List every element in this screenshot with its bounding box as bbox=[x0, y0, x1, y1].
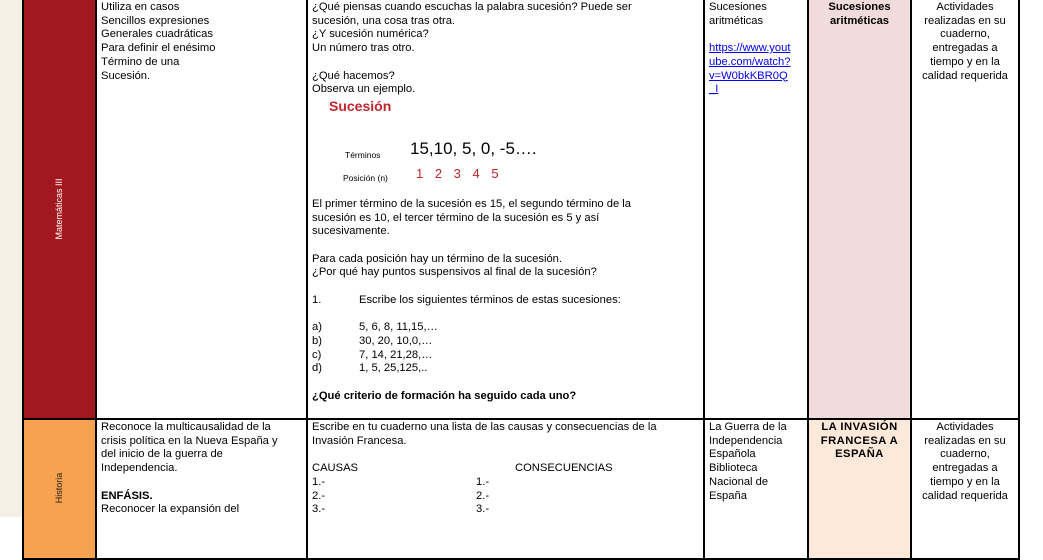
activity-line: sucesivamente. bbox=[312, 225, 390, 238]
resource-line: Independencia bbox=[709, 434, 783, 447]
exercise-key: c) bbox=[312, 348, 322, 361]
causes-consequences-header bbox=[312, 462, 699, 476]
resource-line: España bbox=[709, 489, 747, 502]
terms-values: 15,10, 5, 0, -5…. bbox=[410, 138, 537, 158]
learning-line: Sucesión. bbox=[101, 69, 151, 82]
evaluation-line: Actividades bbox=[936, 421, 994, 433]
theme-line: aritméticas bbox=[829, 14, 890, 27]
exercise-item bbox=[312, 321, 699, 335]
evaluation-cell-math bbox=[911, 0, 1019, 419]
learning-line: Utiliza en casos bbox=[101, 1, 180, 13]
resource-line: Biblioteca bbox=[709, 462, 758, 475]
learning-line: Sencillos expresiones bbox=[101, 14, 210, 27]
evaluation-line: calidad requerida bbox=[922, 489, 1008, 502]
activity-line: Un número tras otro. bbox=[312, 42, 415, 55]
cause-item: 3.- bbox=[312, 503, 326, 516]
exercise-value: 5, 6, 8, 11,15,… bbox=[359, 321, 438, 334]
activity-line: ¿Qué hacemos? bbox=[312, 69, 395, 82]
consequence-item: 3.- bbox=[476, 503, 490, 516]
terms-label: Términos bbox=[345, 149, 381, 160]
evaluation-line: realizadas en su bbox=[924, 14, 1006, 27]
resource-line: Sucesiones bbox=[709, 1, 767, 13]
learning-cell-history bbox=[96, 419, 307, 559]
learning-line: Término de una bbox=[101, 55, 180, 68]
learning-line: crisis política en la Nueva España y bbox=[101, 434, 278, 447]
position-values: 1 2 3 4 5 bbox=[416, 165, 499, 181]
position-label: Posición (n) bbox=[343, 172, 388, 183]
activity-line: Observa un ejemplo. bbox=[312, 83, 416, 96]
consequence-item: 2.- bbox=[476, 489, 490, 502]
list-item bbox=[312, 476, 699, 490]
schedule-table bbox=[22, 0, 1020, 560]
resources-cell-math bbox=[704, 0, 808, 419]
cause-item: 2.- bbox=[312, 489, 326, 502]
learning-line: del inicio de la guerra de bbox=[101, 448, 223, 461]
evaluation-line: cuaderno, bbox=[940, 448, 990, 461]
exercise-item bbox=[312, 349, 699, 363]
theme-cell-math bbox=[808, 0, 911, 419]
exercise-key: b) bbox=[312, 334, 322, 347]
learning-cell-math bbox=[96, 0, 307, 419]
causes-header: CAUSAS bbox=[312, 462, 359, 475]
exercise-value: 7, 14, 21,28,… bbox=[359, 348, 433, 361]
activity-line: ¿Qué piensas cuando escuchas la palabra sucesión? Puede ser bbox=[312, 1, 632, 13]
activity-line: ¿Y sucesión numérica? bbox=[312, 28, 429, 41]
instruction-row bbox=[312, 294, 699, 308]
theme-cell-history bbox=[808, 419, 911, 559]
sequence-figure-title: Sucesión bbox=[329, 97, 392, 114]
evaluation-line: realizadas en su bbox=[924, 434, 1006, 447]
link-line: _I bbox=[709, 83, 719, 96]
consequences-header: CONSECUENCIAS bbox=[515, 462, 613, 475]
evaluation-line: cuaderno, bbox=[940, 28, 990, 41]
learning-line: Reconoce la multicausalidad de la bbox=[101, 421, 271, 433]
instruction-number: 1. bbox=[312, 293, 322, 306]
evaluation-line: entregadas a bbox=[932, 42, 998, 55]
cause-item: 1.- bbox=[312, 475, 326, 488]
learning-line: Para definir el enésimo bbox=[101, 42, 216, 55]
theme-line: LA INVASIÓN bbox=[821, 421, 898, 433]
instruction-text: Escribe los siguientes términos de estas sucesiones: bbox=[359, 293, 621, 306]
link-line: https://www.yout bbox=[709, 42, 791, 55]
evaluation-line: tiempo y en la bbox=[930, 55, 1000, 68]
subject-label-history: Historia bbox=[53, 472, 64, 504]
exercise-item bbox=[312, 362, 699, 376]
activity-line: Escribe en tu cuaderno una lista de las causas y consecuencias de la bbox=[312, 421, 657, 433]
activity-line: Invasión Francesa. bbox=[312, 434, 407, 447]
emphasis-text: Reconocer la expansión del bbox=[101, 503, 240, 516]
table-row-history bbox=[23, 419, 1019, 559]
activity-line: sucesión es 10, el tercer término de la sucesión es 5 y así bbox=[312, 211, 600, 224]
activity-cell-math bbox=[307, 0, 704, 419]
resource-line: La Guerra de la bbox=[709, 421, 787, 433]
evaluation-cell-history bbox=[911, 419, 1019, 559]
activity-cell-history bbox=[307, 419, 704, 559]
activity-line: ¿Por qué hay puntos suspensivos al final de la sucesión? bbox=[312, 266, 597, 279]
consequence-item: 1.- bbox=[476, 475, 490, 488]
exercise-item bbox=[312, 335, 699, 349]
evaluation-line: tiempo y en la bbox=[930, 475, 1000, 488]
learning-line: Independencia. bbox=[101, 462, 178, 475]
exercise-value: 30, 20, 10,0,… bbox=[359, 334, 433, 347]
resource-line: Española bbox=[709, 448, 756, 461]
resource-line: aritméticas bbox=[709, 14, 764, 27]
link-line: v=W0bkKBR0Q bbox=[709, 69, 788, 82]
theme-line: FRANCESA A bbox=[820, 434, 899, 447]
activity-line: sucesión, una cosa tras otra. bbox=[312, 14, 456, 27]
link-line: ube.com/watch? bbox=[709, 55, 791, 68]
resources-cell-history bbox=[704, 419, 808, 559]
exercise-key: a) bbox=[312, 321, 322, 334]
sequence-figure bbox=[312, 98, 699, 196]
exercise-value: 1, 5, 25,125,.. bbox=[359, 362, 428, 375]
closing-question: ¿Qué criterio de formación ha seguido cada uno? bbox=[312, 389, 577, 402]
table-row-math bbox=[23, 0, 1019, 419]
activity-line: El primer término de la sucesión es 15, el segundo término de la bbox=[312, 197, 632, 210]
subject-cell-history bbox=[23, 419, 96, 559]
exercise-key: d) bbox=[312, 362, 322, 375]
activity-line: Para cada posición hay un término de la sucesión. bbox=[312, 252, 563, 265]
video-link[interactable] bbox=[709, 42, 803, 97]
evaluation-line: entregadas a bbox=[932, 462, 998, 475]
subject-label-math: Matemáticas III bbox=[53, 178, 64, 240]
list-item bbox=[312, 490, 699, 504]
learning-line: Generales cuadráticas bbox=[101, 28, 213, 41]
theme-line: Sucesiones bbox=[828, 1, 891, 13]
evaluation-line: Actividades bbox=[936, 1, 994, 13]
theme-line: ESPAÑA bbox=[835, 448, 884, 461]
evaluation-line: calidad requerida bbox=[922, 69, 1008, 82]
list-item bbox=[312, 503, 699, 517]
emphasis-title: ENFÁSIS. bbox=[101, 489, 153, 502]
subject-cell-math bbox=[23, 0, 96, 419]
page-left-margin bbox=[0, 0, 22, 517]
resource-line: Nacional de bbox=[709, 475, 769, 488]
